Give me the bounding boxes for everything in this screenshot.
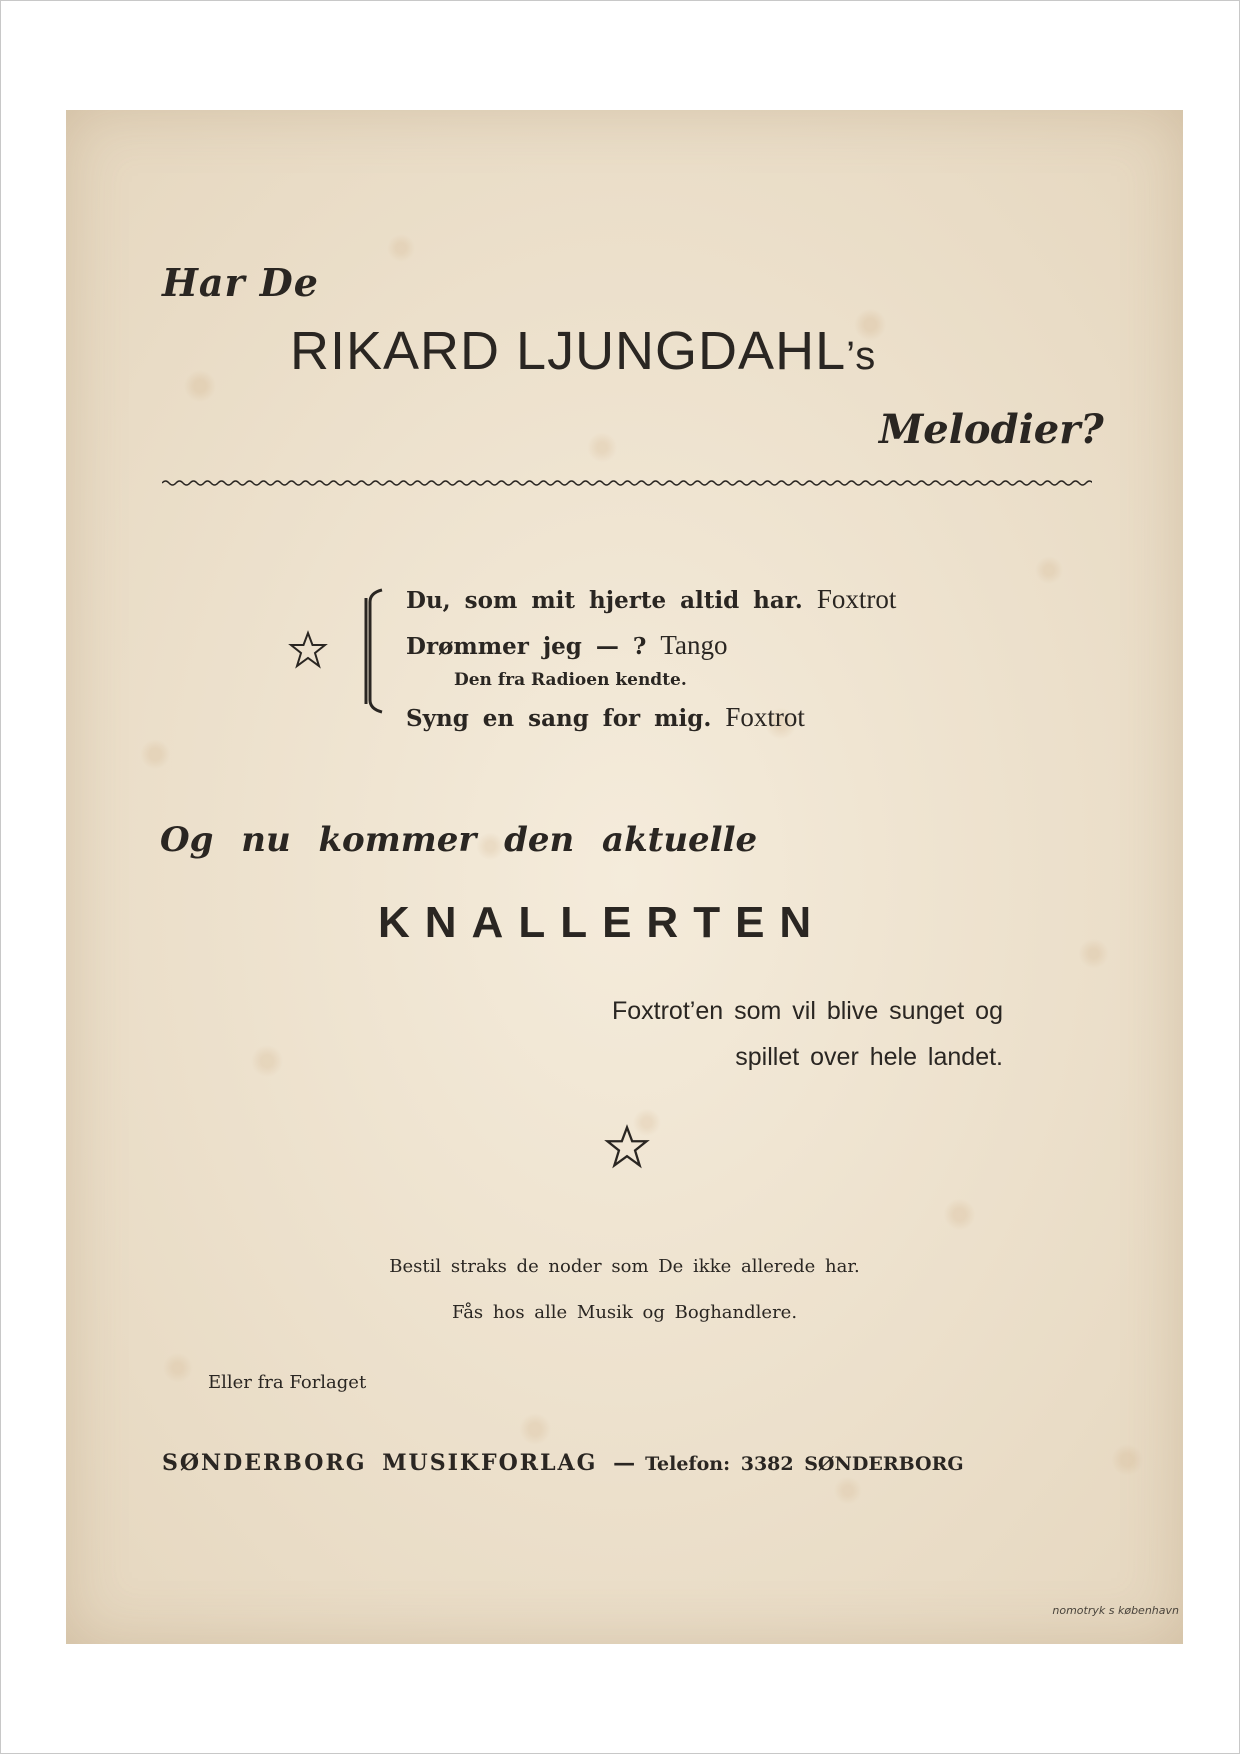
song-genre: Foxtrot: [725, 702, 805, 732]
publisher-line: [162, 1450, 964, 1476]
heading-lead-in: Har De: [162, 260, 319, 305]
song-title: Drømmer jeg — ?: [406, 633, 647, 660]
featured-tagline-line-2: spillet over hele landet.: [735, 1043, 1003, 1071]
heading-trail: Melodier?: [879, 406, 1104, 453]
order-instruction: Bestil straks de noder som De ikke allerede har.: [389, 1256, 860, 1277]
song-item: [406, 694, 896, 740]
star-icon: [604, 1124, 650, 1170]
list-bracket: [358, 588, 384, 714]
star-icon: [288, 630, 328, 670]
flyer-sheet: [66, 110, 1183, 1644]
composer-name-text: RIKARD LJUNGDAHL: [290, 321, 847, 381]
composer-name: [290, 320, 876, 382]
song-note: Den fra Radioen kendte.: [454, 670, 687, 690]
song-list: [406, 576, 896, 740]
publisher-name: SØNDERBORG MUSIKFORLAG —: [162, 1450, 638, 1476]
composer-possessive: ’s: [846, 334, 877, 378]
song-item: [406, 622, 896, 668]
song-genre: Tango: [660, 630, 728, 660]
featured-intro: Og nu kommer den aktuelle: [160, 820, 758, 860]
printer-credit: nomotryk s københavn: [1052, 1604, 1179, 1617]
featured-title: KNALLERTEN: [378, 898, 827, 947]
publisher-phone: Telefon: 3382 SØNDERBORG: [645, 1453, 964, 1475]
or-from-publisher: Eller fra Forlaget: [208, 1372, 367, 1393]
retailer-note: Fås hos alle Musik og Boghandlere.: [451, 1302, 798, 1323]
wavy-divider: [162, 478, 1092, 488]
featured-tagline-line-1: Foxtrot’en som vil blive sunget og: [611, 997, 1003, 1025]
song-title: Syng en sang for mig.: [406, 705, 712, 732]
featured-tagline: [612, 988, 1003, 1080]
song-genre: Foxtrot: [816, 584, 897, 614]
song-item: [406, 576, 896, 622]
song-title: Du, som mit hjerte altid har.: [406, 587, 803, 614]
